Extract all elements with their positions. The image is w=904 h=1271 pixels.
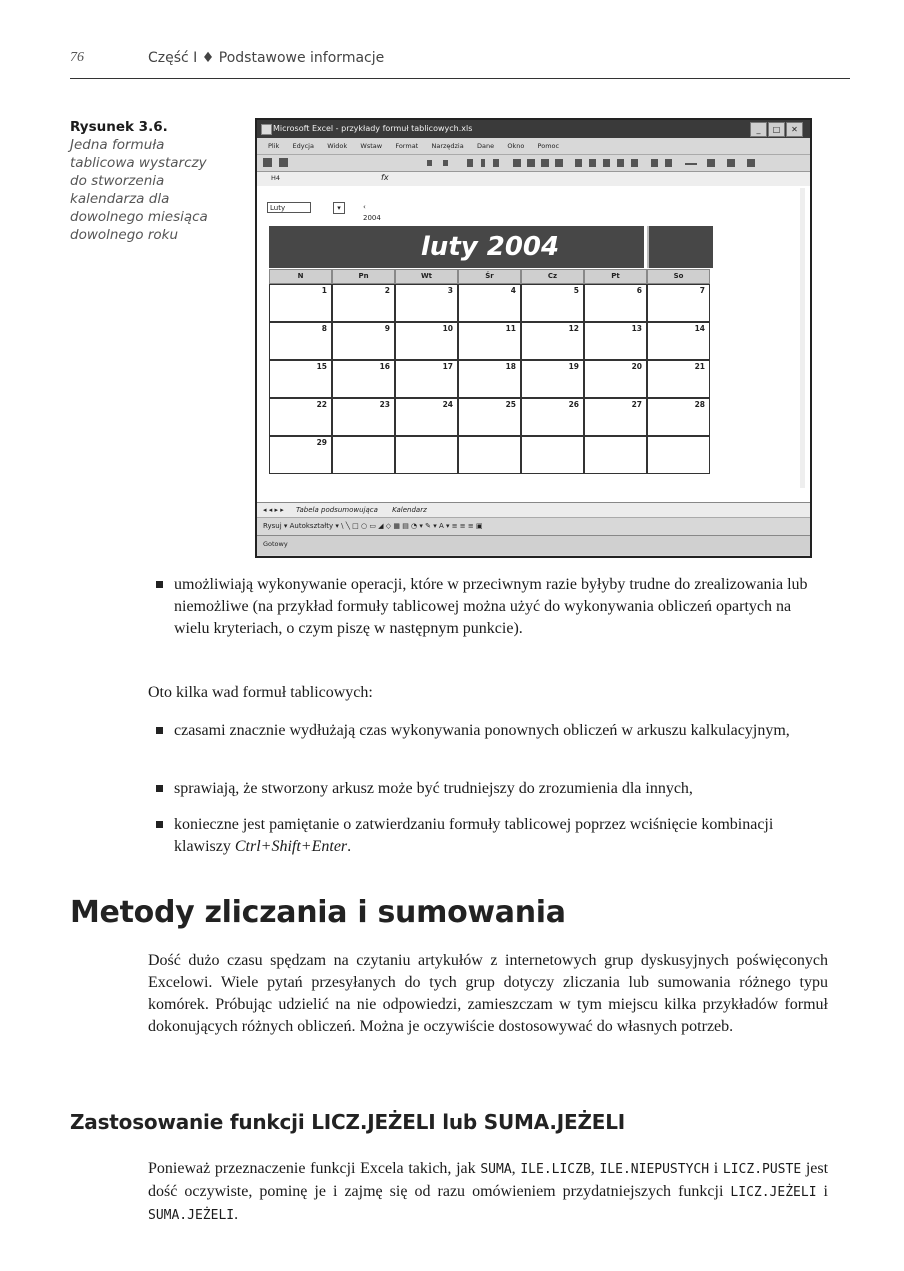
menu-widok[interactable]: Widok — [327, 142, 348, 150]
function-name: ILE.NIEPUSTYCH — [599, 1162, 710, 1177]
menu-plik[interactable]: Plik — [268, 142, 280, 150]
day-header: So — [647, 269, 710, 284]
bullet-icon — [156, 785, 163, 792]
function-name: LICZ.JEŻELI — [730, 1185, 817, 1200]
calendar-cell[interactable]: 5 — [521, 284, 584, 322]
calendar-cell[interactable]: 18 — [458, 360, 521, 398]
calendar-cell[interactable]: 12 — [521, 322, 584, 360]
function-name: SUMA — [480, 1162, 512, 1177]
day-header: Pn — [332, 269, 395, 284]
page-number: 76 — [70, 50, 84, 65]
menu-narzedzia[interactable]: Narzędzia — [431, 142, 464, 150]
day-of-week-header — [269, 269, 711, 284]
calendar-cell[interactable]: 2 — [332, 284, 395, 322]
calendar-cell[interactable]: 9 — [332, 322, 395, 360]
calendar-cell[interactable]: 13 — [584, 322, 647, 360]
calendar-cell[interactable]: 14 — [647, 322, 710, 360]
calendar-cell[interactable]: 26 — [521, 398, 584, 436]
day-header: Pt — [584, 269, 647, 284]
calendar-cell[interactable]: 25 — [458, 398, 521, 436]
calendar-cell[interactable]: 4 — [458, 284, 521, 322]
bullet-icon — [156, 821, 163, 828]
function-name: LICZ.PUSTE — [722, 1162, 802, 1177]
drawing-toolbar-items[interactable]: Rysuj ▾ Autokształty ▾ \ ╲ □ ○ ▭ ◢ ◇ ▦ ▤ ◔ ▾ ✎ ▾ A ▾ ≡ ≡ ≡ ▣ — [263, 522, 483, 530]
list-item-text: konieczne jest pamiętanie o zatwierdzaniu formuły tablicowej poprzez wciśnięcie kombinacji klawiszy Ctrl+Shift+Enter. — [174, 816, 774, 855]
menu-edycja[interactable]: Edycja — [292, 142, 314, 150]
day-header: Śr — [458, 269, 521, 284]
calendar-cell[interactable]: 20 — [584, 360, 647, 398]
section-body: Dość dużo czasu spędzam na czytaniu artykułów z internetowych grup dyskusyjnych poświęconych Excelowi. Wiele pytań przesyłanych do tych grup dotyczy zliczania lub sumowania różnego typu komórek. Próbując udzielić na nie odpowiedzi, zamieszczam w tym miejscu kilka przykładów formuł dokonujących różnych obliczeń. Można je oczywiście dostosowywać do własnych potrzeb. — [148, 952, 828, 1035]
sheet-tabs — [257, 502, 810, 517]
excel-menu-bar — [257, 139, 810, 154]
calendar-cell[interactable]: 3 — [395, 284, 458, 322]
excel-toolbar — [257, 154, 810, 171]
bullet-icon — [156, 727, 163, 734]
calendar-cell[interactable]: 11 — [458, 322, 521, 360]
calendar-cell[interactable] — [395, 436, 458, 474]
function-name: SUMA.JEŻELI — [148, 1208, 235, 1223]
calendar-cell[interactable] — [647, 436, 710, 474]
menu-format[interactable]: Format — [395, 142, 419, 150]
menu-okno[interactable]: Okno — [507, 142, 525, 150]
tab-nav-icon[interactable]: ◂ ◂ ▸ ▸ — [263, 506, 284, 514]
function-name: ILE.LICZB — [520, 1162, 591, 1177]
year-spinner[interactable]: ‹ 2004 — [363, 203, 381, 222]
calendar-cell[interactable]: 24 — [395, 398, 458, 436]
calendar-cell[interactable]: 7 — [647, 284, 710, 322]
calendar-cell[interactable]: 28 — [647, 398, 710, 436]
running-header — [70, 50, 850, 79]
menu-pomoc[interactable]: Pomoc — [537, 142, 560, 150]
formula-bar[interactable] — [257, 171, 810, 187]
excel-title-bar — [257, 120, 810, 138]
excel-screenshot — [255, 118, 812, 558]
minimize-icon[interactable]: _ — [750, 122, 767, 137]
list-item-text: umożliwiają wykonywanie operacji, które w przeciwnym razie byłyby trudne do zrealizowania lub niemożliwe (na przykład formuły tablicowej można użyć do wykonywania obliczeń opartych na wielu kryteriach, o czym piszę w następnym punkcie). — [174, 576, 808, 637]
calendar-cell[interactable] — [584, 436, 647, 474]
list-item — [156, 814, 816, 858]
maximize-icon[interactable]: □ — [768, 122, 785, 137]
day-header: N — [269, 269, 332, 284]
status-bar — [257, 535, 810, 555]
toolbar-icons — [257, 155, 810, 171]
list-item — [156, 574, 816, 640]
figure-caption-text: Jedna formuła tablicowa wystarczy do stworzenia kalendarza dla dowolnego miesiąca dowolnego roku — [70, 137, 208, 243]
calendar-cell[interactable]: 23 — [332, 398, 395, 436]
calendar-cell[interactable]: 29 — [269, 436, 332, 474]
tab-kalendarz[interactable]: Kalendarz — [392, 506, 427, 514]
intro-wady: Oto kilka wad formuł tablicowych: — [148, 684, 373, 701]
close-icon[interactable]: ✕ — [786, 122, 803, 137]
worksheet[interactable] — [257, 186, 810, 502]
excel-window-title: Microsoft Excel - przykłady formuł tablicowych.xls — [273, 124, 473, 133]
month-dropdown[interactable]: Luty — [267, 202, 311, 213]
menu-wstaw[interactable]: Wstaw — [360, 142, 383, 150]
day-header: Cz — [521, 269, 584, 284]
list-item-text: sprawiają, że stworzony arkusz może być trudniejszy do zrozumienia dla innych, — [174, 780, 693, 797]
part-title: Część I ♦ Podstawowe informacje — [148, 50, 385, 66]
calendar-cell[interactable]: 16 — [332, 360, 395, 398]
calendar-cell[interactable] — [458, 436, 521, 474]
calendar-cell[interactable]: 6 — [584, 284, 647, 322]
fx-icon[interactable]: fx — [381, 173, 389, 182]
subsection-body: Ponieważ przeznaczenie funkcji Excela takich, jak SUMA, ILE.LICZB, ILE.NIEPUSTYCH i LICZ.PUSTE jest dość oczywiste, pominę je i zajmę się od razu omówieniem przydatniejszych funkcji LICZ.JEŻELI i SUMA.JEŻELI. — [148, 1160, 829, 1223]
excel-app-icon — [261, 124, 272, 135]
drawing-toolbar[interactable] — [257, 517, 810, 535]
bullet-icon — [156, 581, 163, 588]
subsection-heading: Zastosowanie funkcji LICZ.JEŻELI lub SUMA.JEŻELI — [70, 1110, 626, 1134]
section-heading: Metody zliczania i sumowania — [70, 895, 566, 930]
calendar-cell[interactable]: 1 — [269, 284, 332, 322]
list-item-text: czasami znacznie wydłużają czas wykonywania ponownych obliczeń w arkuszu kalkulacyjnym, — [174, 722, 790, 739]
key-combo: Ctrl+Shift+Enter — [234, 838, 348, 855]
list-item — [156, 778, 826, 800]
vertical-scrollbar[interactable] — [800, 188, 805, 488]
name-box[interactable]: H4 — [271, 174, 281, 182]
calendar-cell[interactable]: 8 — [269, 322, 332, 360]
dropdown-arrow-icon[interactable]: ▾ — [333, 202, 345, 214]
figure-caption — [70, 118, 220, 244]
menu-dane[interactable]: Dane — [476, 142, 495, 150]
calendar-cell[interactable]: 21 — [647, 360, 710, 398]
calendar-cell[interactable]: 10 — [395, 322, 458, 360]
calendar-month-title: luty 2004 — [420, 232, 560, 262]
tab-tabela-podsumowujaca[interactable]: Tabela podsumowująca — [295, 506, 378, 514]
calendar-cell[interactable]: 22 — [269, 398, 332, 436]
calendar-cell[interactable] — [332, 436, 395, 474]
calendar-cell[interactable]: 17 — [395, 360, 458, 398]
calendar-cell[interactable]: 27 — [584, 398, 647, 436]
status-text: Gotowy — [263, 540, 288, 548]
list-item — [156, 720, 816, 742]
calendar-cell[interactable]: 19 — [521, 360, 584, 398]
day-header: Wt — [395, 269, 458, 284]
figure-label: Rysunek 3.6. — [70, 119, 168, 135]
calendar-cell[interactable] — [521, 436, 584, 474]
calendar-cell[interactable]: 15 — [269, 360, 332, 398]
